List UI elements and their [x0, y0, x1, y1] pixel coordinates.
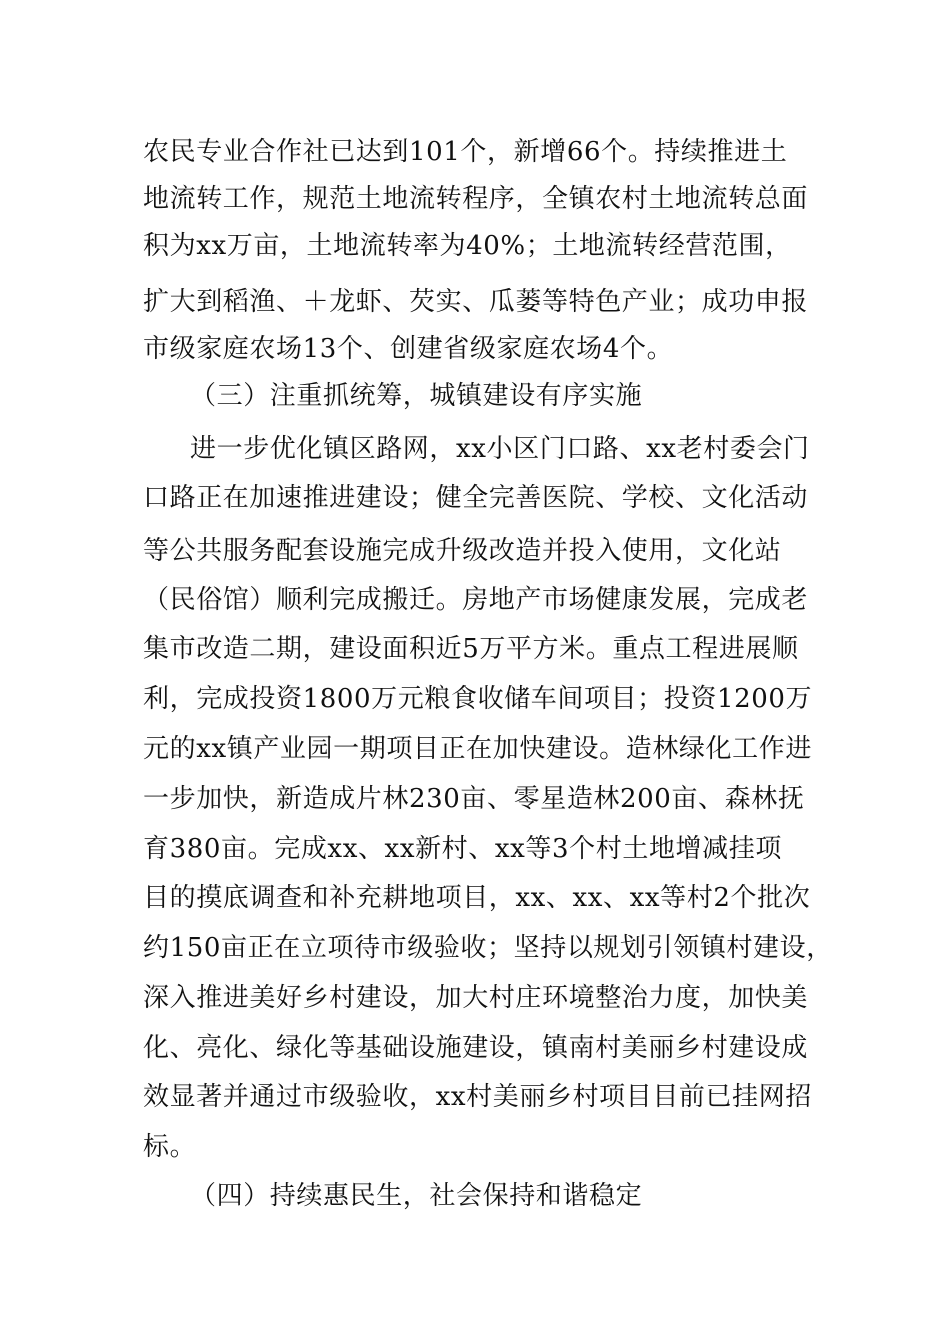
paragraph-line: 农民专业合作社已达到101个，新增66个。持续推进土: [143, 137, 788, 167]
paragraph-line: （民俗馆）顺利完成搬迁。房地产市场健康发展，完成老: [143, 585, 809, 615]
paragraph-line: 市级家庭农场13个、创建省级家庭农场4个。: [143, 334, 674, 364]
paragraph-line: 口路正在加速推进建设；健全完善医院、学校、文化活动: [143, 483, 809, 513]
paragraph-line: 一步加快，新造成片林230亩、零星造林200亩、森林抚: [143, 784, 805, 814]
paragraph-line: 进一步优化镇区路网，xx小区门口路、xx老村委会门: [190, 434, 810, 464]
paragraph-line: 利，完成投资1800万元粮食收储车间项目；投资1200万: [143, 684, 813, 714]
paragraph-line: 积为xx万亩，土地流转率为40%；土地流转经营范围，: [143, 231, 792, 261]
section-heading: （四）持续惠民生，社会保持和谐稳定: [190, 1181, 643, 1211]
paragraph-line: 目的摸底调查和补充耕地项目，xx、xx、xx等村2个批次: [143, 883, 811, 913]
paragraph-line: 扩大到稻渔、＋龙虾、芡实、瓜蒌等特色产业；成功申报: [143, 287, 809, 317]
paragraph-line: 约150亩正在立项待市级验收；坚持以规划引领镇村建设，: [143, 933, 833, 963]
paragraph-line: 化、亮化、绿化等基础设施建设，镇南村美丽乡村建设成: [143, 1033, 809, 1063]
section-heading: （三）注重抓统筹，城镇建设有序实施: [190, 381, 643, 411]
paragraph-line: 标。: [143, 1132, 197, 1162]
paragraph-line: 元的xx镇产业园一期项目正在加快建设。造林绿化工作进: [143, 734, 812, 764]
paragraph-line: 效显著并通过市级验收，xx村美丽乡村项目目前已挂网招: [143, 1082, 812, 1112]
paragraph-line: 深入推进美好乡村建设，加大村庄环境整治力度，加快美: [143, 983, 809, 1013]
paragraph-line: 地流转工作，规范土地流转程序，全镇农村土地流转总面: [143, 184, 809, 214]
paragraph-line: 集市改造二期，建设面积近5万平方米。重点工程进展顺: [143, 634, 799, 664]
paragraph-line: 等公共服务配套设施完成升级改造并投入使用，文化站: [143, 536, 782, 566]
paragraph-line: 育380亩。完成xx、xx新村、xx等3个村土地增减挂项: [143, 834, 782, 864]
